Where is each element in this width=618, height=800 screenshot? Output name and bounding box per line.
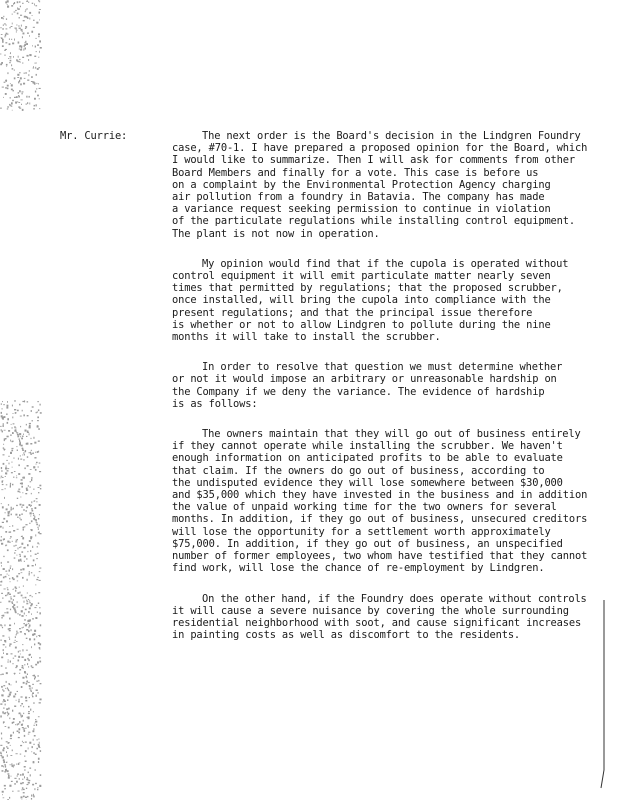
text-line: $75,000. In addition, if they go out of business, an unspecified [172,537,563,550]
text-line: Board Members and finally for a vote. This case is before us [172,166,539,179]
text-line: months it will take to install the scrubber. [172,331,441,344]
text-line: number of former employees, two whom have testified that they cannot [172,550,588,563]
text-line: and $35,000 which they have invested in the business and in addition [172,489,588,502]
text-line: the undisputed evidence they will lose somewhere between $30,000 [172,476,563,489]
text-line: times that permitted by regulations; that the proposed scrubber, [172,282,563,295]
scan-edge-speckle [0,0,44,800]
text-line: present regulations; and that the principal issue therefore [172,306,533,319]
text-line: enough information on anticipated profits to be able to evaluate [172,452,563,465]
paragraph-3 [172,361,592,410]
scan-edge-mark [598,600,608,790]
text-line: is whether or not to allow Lindgren to pollute during the nine [172,318,551,331]
text-line: On the other hand, if the Foundry does operate without controls [202,592,587,605]
paragraph-1 [172,130,592,240]
text-line: months. In addition, if they go out of business, unsecured creditors [172,513,588,526]
text-line: on a complaint by the Environmental Protection Agency charging [172,178,551,191]
text-line: that claim. If the owners do go out of business, according to [172,464,545,477]
text-line: of the particulate regulations while installing control equipment. [172,215,575,228]
text-line: a variance request seeking permission to continue in violation [172,203,551,216]
text-line: The owners maintain that they will go out of business entirely [202,428,581,441]
text-line: in painting costs as well as discomfort to the residents. [172,629,521,642]
text-line: air pollution from a foundry in Batavia. The company has made [172,191,545,204]
text-line: or not it would impose an arbitrary or unreasonable hardship on [172,373,557,386]
text-line: the Company if we deny the variance. The evidence of hardship [172,385,545,398]
text-line: once installed, will bring the cupola into compliance with the [172,294,551,307]
speaker-label: Mr. Currie: [60,130,128,142]
text-line: The plant is not now in operation. [172,227,380,240]
text-line: My opinion would find that if the cupola is operated without [202,257,569,270]
paragraph-5 [172,593,592,642]
text-line: if they cannot operate while installing the scrubber. We haven't [172,440,563,453]
paragraph-2 [172,258,592,343]
text-line: case, #70-1. I have prepared a proposed opinion for the Board, which [172,142,588,155]
text-line: residential neighborhood with soot, and cause significant increases [172,616,582,629]
text-line: it will cause a severe nuisance by covering the whole surrounding [172,604,569,617]
text-line: find work, will lose the chance of re-employment by Lindgren. [172,562,545,575]
text-line: the value of unpaid working time for the two owners for several [172,501,557,514]
statement-body [172,130,592,659]
text-line: will lose the opportunity for a settlement worth approximately [172,525,551,538]
text-line: control equipment it will emit particulate matter nearly seven [172,270,551,283]
text-line: The next order is the Board's decision in the Lindgren Foundry [202,130,581,142]
text-line: I would like to summarize. Then I will ask for comments from other [172,154,575,167]
text-line: is as follows: [172,397,258,410]
text-line: In order to resolve that question we must determine whether [202,361,563,374]
paragraph-4 [172,428,592,574]
